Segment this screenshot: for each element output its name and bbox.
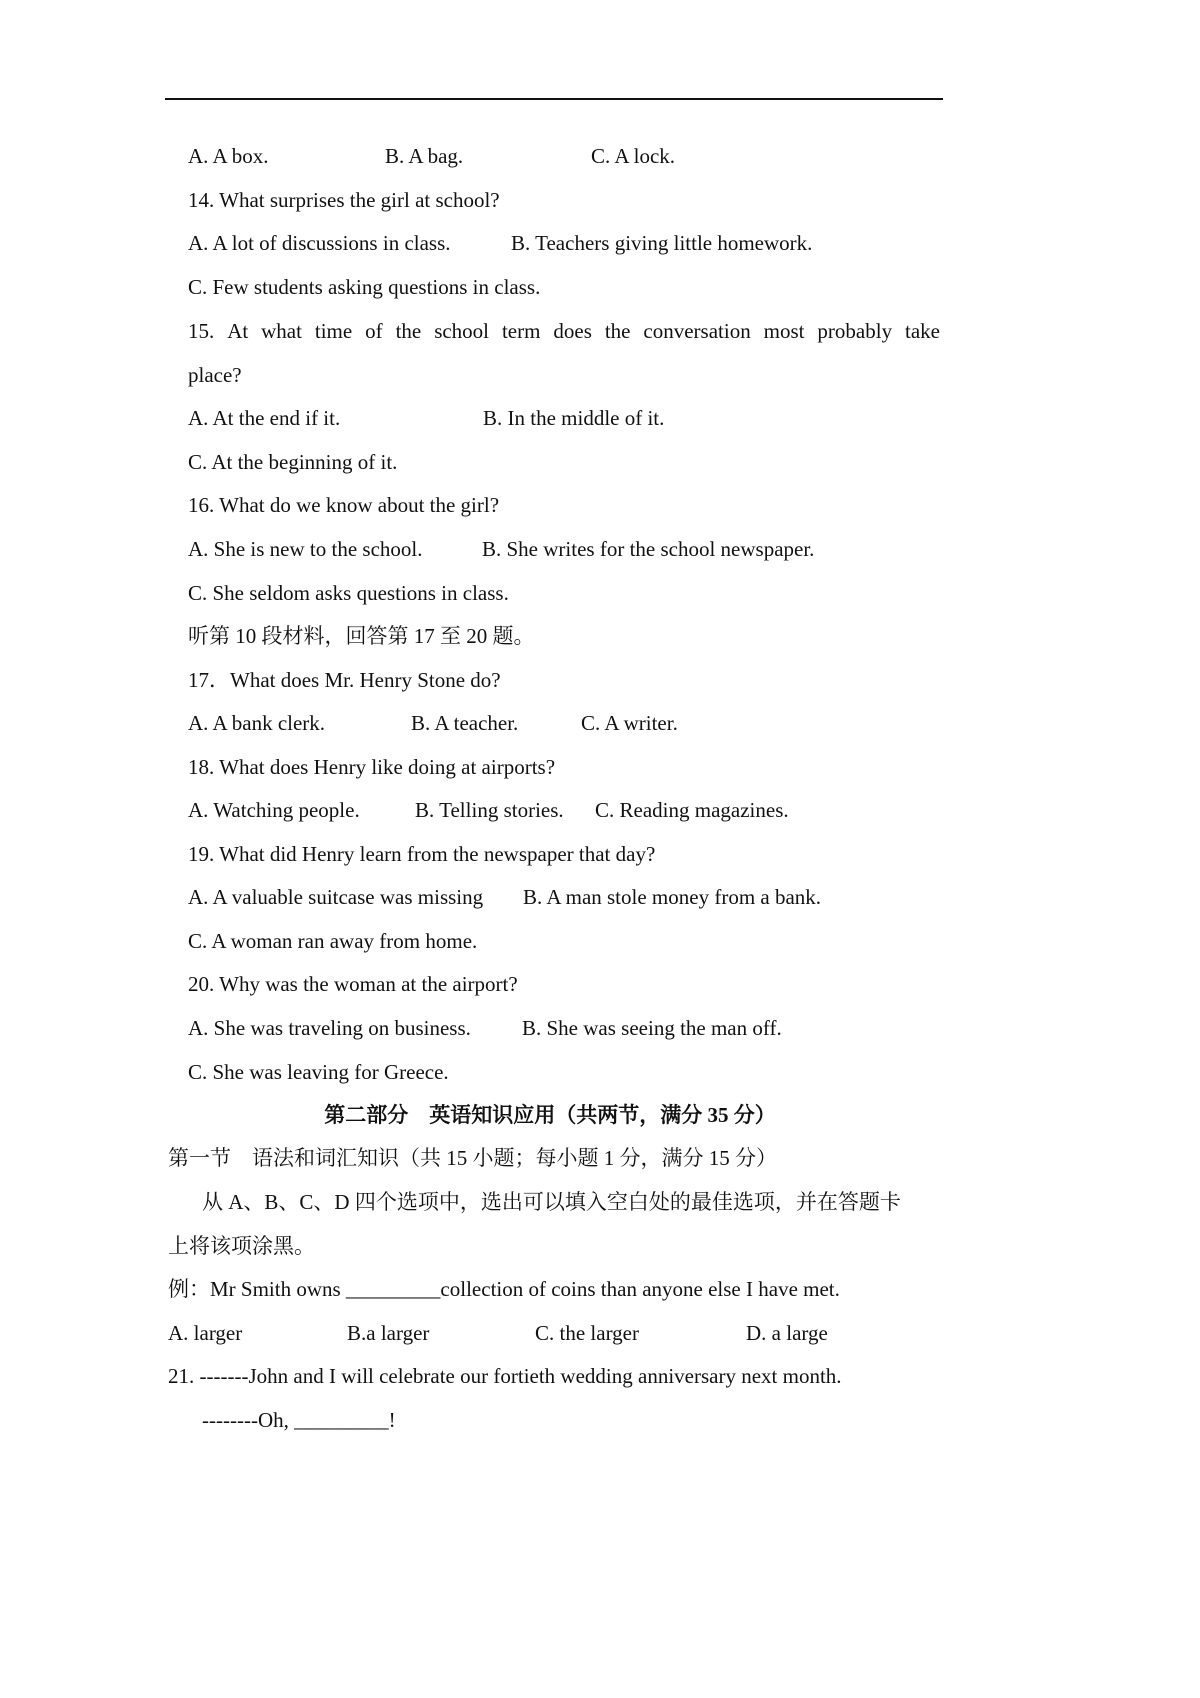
instruction-text: 上将该项涂黑。 <box>168 1234 315 1258</box>
example-text: 例：Mr Smith owns _________collection of coins than anyone else I have met. <box>168 1277 840 1301</box>
option-c: C. Few students asking questions in class. <box>188 275 541 299</box>
question-text: 16. What do we know about the girl? <box>188 493 500 517</box>
q15-word: most <box>763 319 805 343</box>
option-c: C. A writer. <box>581 711 678 735</box>
question-text: 19. What did Henry learn from the newspaper that day? <box>188 842 656 866</box>
q15-question <box>188 316 940 346</box>
q15-word: term <box>501 319 541 343</box>
option-c: C. Reading magazines. <box>595 798 789 822</box>
question-text: 17．What does Mr. Henry Stone do? <box>188 668 501 692</box>
question-text: 18. What does Henry like doing at airports? <box>188 755 556 779</box>
question-text: 20. Why was the woman at the airport? <box>188 972 518 996</box>
option-b: B. In the middle of it. <box>483 406 665 430</box>
option-b: B. She writes for the school newspaper. <box>482 537 815 561</box>
option-a: A. Watching people. <box>188 798 360 822</box>
q15-word: take <box>905 319 940 343</box>
q15-word: the <box>395 319 422 343</box>
option-b: B. Telling stories. <box>415 798 564 822</box>
option-c: C. A lock. <box>591 144 676 168</box>
option-a: A. At the end if it. <box>188 406 341 430</box>
header-rule <box>165 98 943 100</box>
option-c: C. She was leaving for Greece. <box>188 1060 449 1084</box>
option-b: B. A bag. <box>385 144 464 168</box>
question-text: --------Oh, _________! <box>202 1408 396 1432</box>
section-title-text: 第一节 语法和词汇知识（共 15 小题；每小题 1 分，满分 15 分） <box>168 1146 777 1170</box>
q15-word: school <box>434 319 490 343</box>
question-text: 14. What surprises the girl at school? <box>188 188 500 212</box>
option-b: B. She was seeing the man off. <box>522 1016 782 1040</box>
q15-word: At <box>227 319 249 343</box>
question-text: 21. -------John and I will celebrate our fortieth wedding anniversary next month. <box>168 1364 842 1388</box>
option-a: A. A bank clerk. <box>188 711 326 735</box>
question-text: place? <box>188 363 242 387</box>
option-c: C. the larger <box>535 1321 639 1345</box>
q15-word: the <box>604 319 631 343</box>
option-a: A. She is new to the school. <box>188 537 423 561</box>
q15-word: probably <box>817 319 893 343</box>
option-d: D. a large <box>746 1321 828 1345</box>
option-a: A. A valuable suitcase was missing <box>188 885 484 909</box>
q15-word: conversation <box>643 319 751 343</box>
q15-word: does <box>553 319 592 343</box>
option-a: A. A box. <box>188 144 269 168</box>
instruction-text: 听第 10 段材料，回答第 17 至 20 题。 <box>188 624 535 648</box>
option-c: C. A woman ran away from home. <box>188 929 478 953</box>
q15-word: 15. <box>188 319 215 343</box>
option-b: B. Teachers giving little homework. <box>511 231 813 255</box>
option-c: C. At the beginning of it. <box>188 450 398 474</box>
option-a: A. larger <box>168 1321 243 1345</box>
q15-word: what <box>261 319 302 343</box>
instruction-text: 从 A、B、C、D 四个选项中，选出可以填入空白处的最佳选项，并在答题卡 <box>202 1190 901 1214</box>
q15-word: of <box>365 319 383 343</box>
option-b: B.a larger <box>347 1321 430 1345</box>
option-b: B. A teacher. <box>411 711 519 735</box>
part2-title: 第二部分 英语知识应用（共两节，满分 35 分） <box>324 1103 776 1127</box>
option-a: A. A lot of discussions in class. <box>188 231 451 255</box>
option-c: C. She seldom asks questions in class. <box>188 581 509 605</box>
option-b: B. A man stole money from a bank. <box>523 885 822 909</box>
q15-word: time <box>314 319 353 343</box>
option-a: A. She was traveling on business. <box>188 1016 471 1040</box>
